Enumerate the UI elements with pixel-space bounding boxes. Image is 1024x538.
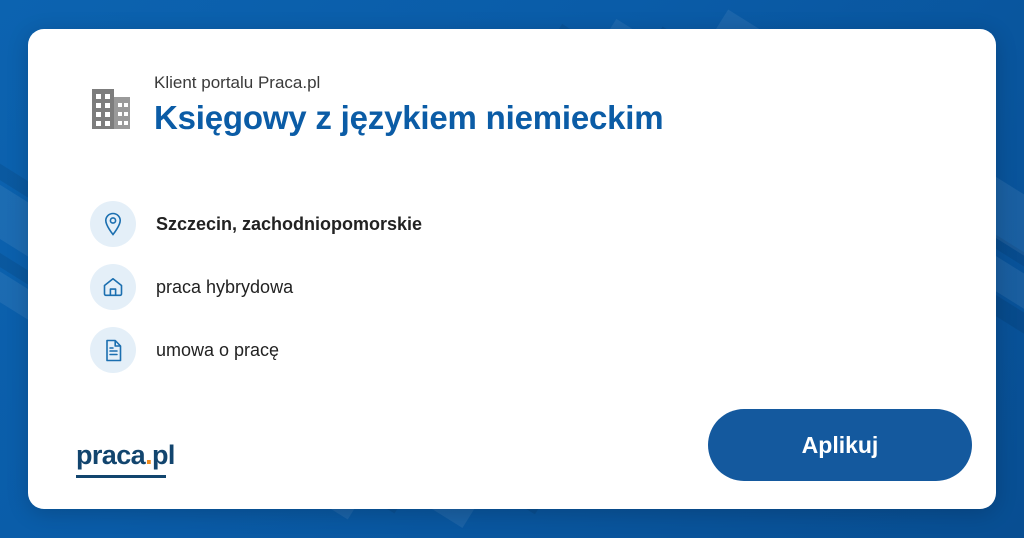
- document-icon: [90, 327, 136, 373]
- detail-label-contract: umowa o pracę: [156, 339, 280, 360]
- location-pin-icon: [90, 201, 136, 247]
- logo-dot: .: [145, 440, 152, 470]
- offer-header: [90, 51, 956, 138]
- logo-underline: [76, 475, 166, 478]
- building-icon: [90, 83, 132, 131]
- page-title: Księgowy z językiem niemieckim: [154, 99, 664, 137]
- offer-header-text: [154, 51, 663, 138]
- logo-suffix: pl: [151, 440, 175, 470]
- detail-row-contract: [90, 327, 422, 373]
- home-icon: [90, 264, 136, 310]
- job-offer-card: [28, 29, 996, 509]
- detail-label-work-mode: praca hybrydowa: [156, 276, 294, 297]
- offer-details: [90, 201, 422, 373]
- praca-pl-logo[interactable]: [76, 440, 175, 471]
- detail-row-location: [90, 201, 422, 247]
- apply-button[interactable]: Aplikuj: [708, 409, 972, 481]
- detail-label-location: Szczecin, zachodniopomorskie: [156, 213, 423, 234]
- logo-text: praca: [76, 440, 146, 470]
- detail-row-work-mode: [90, 264, 422, 310]
- offer-kicker: Klient portalu Praca.pl: [154, 73, 321, 92]
